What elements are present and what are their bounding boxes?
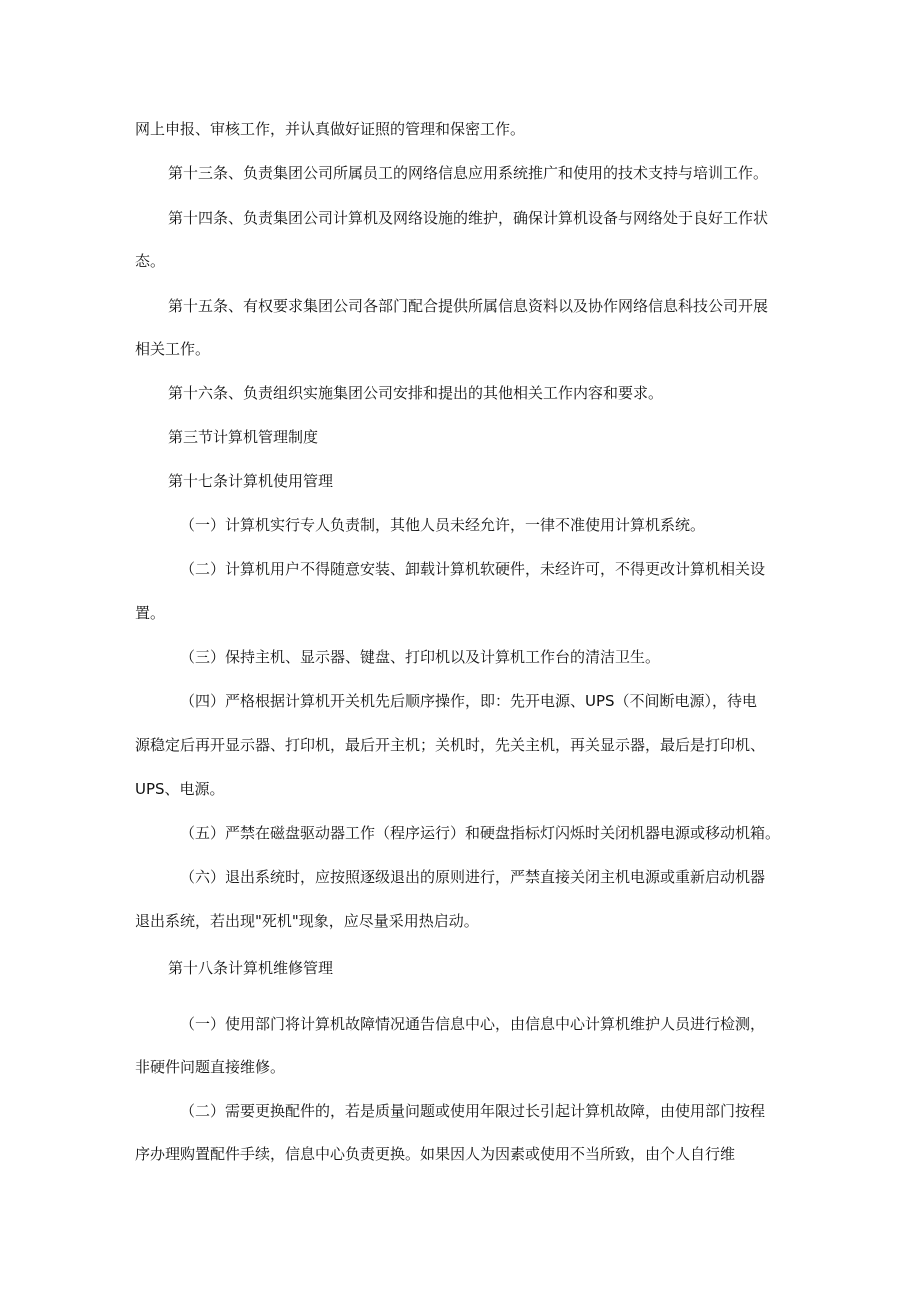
text-line-19: 退出系统，若出现"死机"现象，应尽量采用热启动。 [135, 912, 479, 930]
text-line-17: （五）严禁在磁盘驱动器工作（程序运行）和硬盘指标灯闪烁时关闭机器电源或移动机箱。 [180, 824, 781, 842]
text-line-10: （一）计算机实行专人负责制，其他人员未经允许，一律不准使用计算机系统。 [180, 516, 706, 534]
text-line-18: （六）退出系统时，应按照逐级退出的原则进行，严禁直接关闭主机电源或重新启动机器 [180, 868, 766, 886]
text-line-2: 第十三条、负责集团公司所属员工的网络信息应用系统推广和使用的技术支持与培训工作。 [168, 164, 769, 182]
text-line-11: （二）计算机用户不得随意安装、卸载计算机软硬件，未经许可，不得更改计算机相关设 [180, 560, 766, 578]
text-line-15: 源稳定后再开显示器、打印机，最后开主机；关机时，先关主机，再关显示器，最后是打印机、 [135, 736, 766, 754]
text-line-3: 第十四条、负责集团公司计算机及网络设施的维护，确保计算机设备与网络处于良好工作状 [168, 209, 769, 227]
text-line-23: （二）需要更换配件的，若是质量问题或使用年限过长引起计算机故障，由使用部门按程 [180, 1102, 766, 1120]
text-line-6: 相关工作。 [135, 340, 211, 358]
text-line-1: 网上申报、审核工作，并认真做好证照的管理和保密工作。 [135, 120, 526, 138]
text-line-12: 置。 [135, 604, 166, 622]
text-line-14: （四）严格根据计算机开关机先后顺序操作，即：先开电源、UPS（不间断电源），待电 [180, 692, 758, 710]
text-line-13: （三）保持主机、显示器、键盘、打印机以及计算机工作台的清洁卫生。 [180, 648, 661, 666]
text-line-24: 序办理购置配件手续，信息中心负责更换。如果因人为因素或使用不当所致，由个人自行维 [135, 1145, 736, 1163]
text-line-21: （一）使用部门将计算机故障情况通告信息中心，由信息中心计算机维护人员进行检测， [180, 1015, 766, 1033]
text-line-7: 第十六条、负责组织实施集团公司安排和提出的其他相关工作内容和要求。 [168, 384, 664, 402]
article-17-heading: 第十七条计算机使用管理 [168, 472, 334, 490]
section-heading: 第三节计算机管理制度 [168, 428, 319, 446]
article-18-heading: 第十八条计算机维修管理 [168, 959, 334, 977]
text-line-16: UPS、电源。 [135, 780, 225, 798]
text-line-22: 非硬件问题直接维修。 [135, 1058, 286, 1076]
text-line-4: 态。 [135, 252, 166, 270]
text-line-5: 第十五条、有权要求集团公司各部门配合提供所属信息资料以及协作网络信息科技公司开展 [168, 297, 769, 315]
